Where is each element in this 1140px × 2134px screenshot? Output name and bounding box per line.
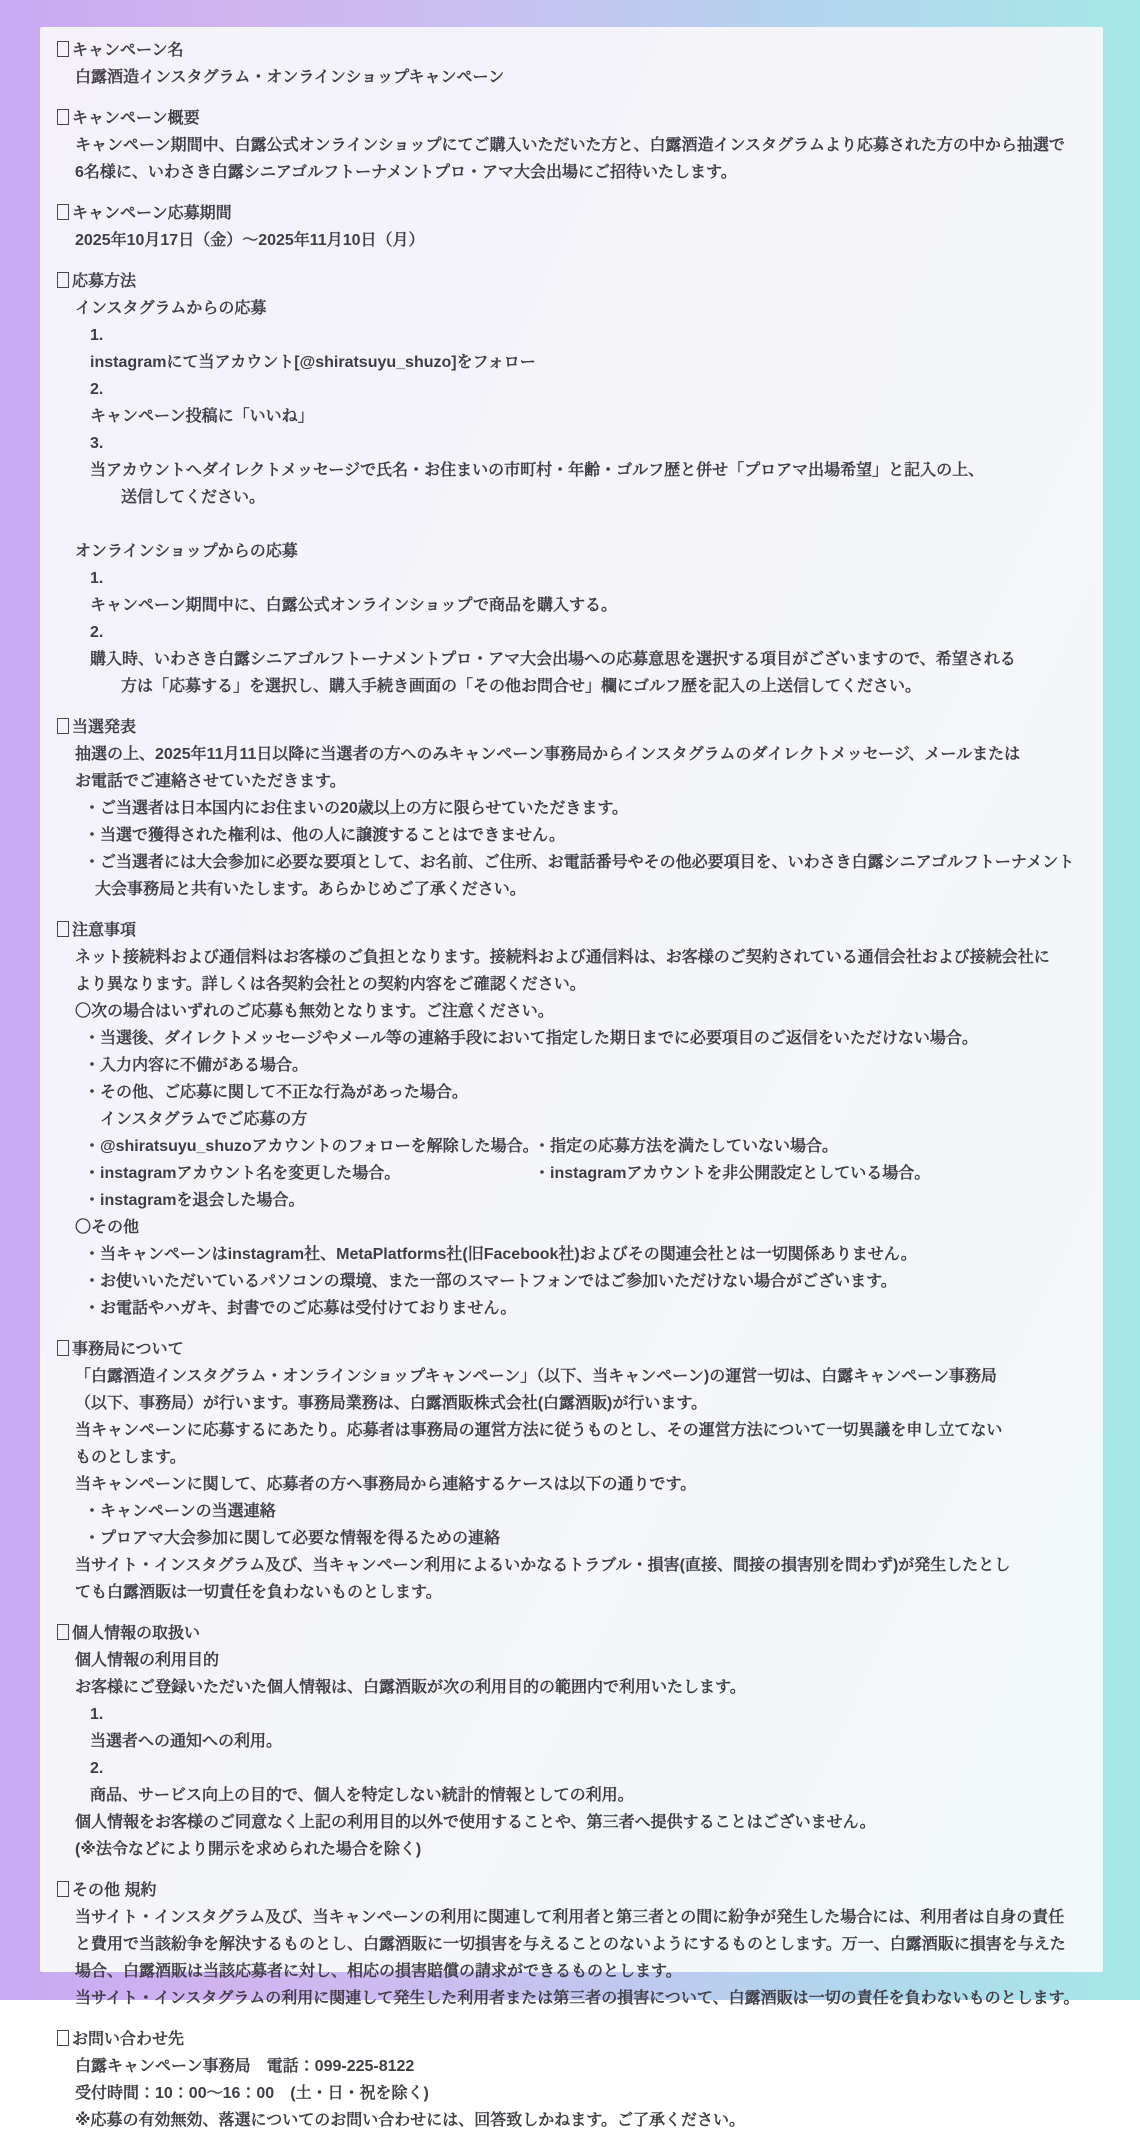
missing-glyph-box-icon: [57, 921, 69, 937]
text-line: 方は「応募する」を選択し、購入手続き画面の「その他お問合せ」欄にゴルフ歴を記入の上送信してください。: [121, 678, 922, 695]
section-heading-label: 注意事項: [72, 922, 137, 939]
text-line: ものとします。: [75, 1449, 186, 1466]
text-line: 6名様に、いわさき白露シニアゴルフトーナメントプロ・アマ大会出場にご招待いたします。: [75, 164, 737, 181]
text-line: キャンペーン期間中、白露公式オンラインショップにてご購入いただいた方と、白露酒造インスタグラムより応募された方の中から抽選で: [75, 137, 1065, 154]
text-line: 当キャンペーンに関して、応募者の方へ事務局から連絡するケースは以下の通りです。: [75, 1476, 697, 1493]
list-number: 2.: [90, 624, 104, 641]
terms-panel: [40, 27, 1103, 2129]
list-number: 1.: [90, 327, 104, 344]
text-line: ・プロアマ大会参加に関して必要な情報を得るための連絡: [84, 1530, 501, 1547]
list-item-text: 購入時、いわさき白露シニアゴルフトーナメントプロ・アマ大会出場への応募意思を選択する項目がございますので、希望される: [90, 651, 1016, 668]
col-right-text: ・指定の応募方法を満たしていない場合。: [534, 1138, 839, 1155]
text-line: 当サイト・インスタグラム及び、当キャンペーンの利用に関連して利用者と第三者との間に紛争が発生した場合には、利用者は自身の責任: [75, 1909, 1065, 1926]
col-left-text: ・instagramアカウント名を変更した場合。: [84, 1165, 401, 1182]
list-item-text: 当アカウントへダイレクトメッセージで氏名・お住まいの市町村・年齢・ゴルフ歴と併せ「プロアマ出場希望」と記入の上、: [90, 462, 985, 479]
section: [57, 37, 1086, 91]
text-line: [57, 430, 1086, 484]
list-number: 1.: [90, 570, 104, 587]
list-number: 3.: [90, 435, 104, 452]
section: [57, 714, 1086, 903]
text-line: ・ご当選者は日本国内にお住まいの20歳以上の方に限らせていただきます。: [84, 800, 629, 817]
text-line: （以下、事務局）が行います。事務局業務は、白露酒販株式会社(白露酒販)が行います。: [75, 1395, 708, 1412]
text-line: ・instagramを退会した場合。: [84, 1192, 305, 1209]
section-heading: [57, 714, 1086, 741]
text-line: ・当選で獲得された権利は、他の人に譲渡することはできません。: [84, 827, 565, 844]
list-item-text: 商品、サービス向上の目的で、個人を特定しない統計的情報としての利用。: [90, 1787, 634, 1804]
section-heading-label: 個人情報の取扱い: [72, 1625, 201, 1642]
text-line: [57, 1755, 1086, 1809]
text-line: インスタグラムからの応募: [75, 300, 267, 317]
section: [57, 105, 1086, 186]
text-line: [57, 322, 1086, 376]
text-line: 受付時間：10：00～16：00 (土・日・祝を除く): [75, 2085, 429, 2102]
col-left-text: ・@shiratsuyu_shuzoアカウントのフォローを解除した場合。: [84, 1138, 539, 1155]
text-line: ・ご当選者には大会参加に必要な要項として、お名前、ご住所、お電話番号やその他必要項目を、いわさき白露シニアゴルフトーナメント: [84, 854, 1075, 871]
text-line: 当キャンペーンに応募するにあたり。応募者は事務局の運営方法に従うものとし、その運営方法について一切異議を申し立てない: [75, 1422, 1003, 1439]
text-line: 個人情報をお客様のご同意なく上記の利用目的以外で使用することや、第三者へ提供することはございません。: [75, 1814, 876, 1831]
text-line: インスタグラムでご応募の方: [100, 1111, 308, 1128]
section-heading-label: キャンペーン概要: [72, 110, 200, 127]
list-item-text: キャンペーン投稿に「いいね」: [90, 408, 314, 425]
text-line: [57, 1133, 1086, 1160]
text-line: 個人情報の利用目的: [75, 1652, 220, 1669]
text-line: 当サイト・インスタグラム及び、当キャンペーン利用によるいかなるトラブル・損害(直接、間接の損害別を問わず)が発生したとし: [75, 1557, 1011, 1574]
list-number: 2.: [90, 1760, 104, 1777]
section-heading-label: キャンペーン名: [72, 42, 184, 59]
section-heading: [57, 2026, 1086, 2053]
missing-glyph-box-icon: [57, 1340, 69, 1356]
blank-line: [57, 511, 1086, 538]
text-line: 抽選の上、2025年11月11日以降に当選者の方へのみキャンペーン事務局からインスタグラムのダイレクトメッセージ、メールまたは: [75, 746, 1021, 763]
section-heading: [57, 1336, 1086, 1363]
text-line: ・お電話やハガキ、封書でのご応募は受付けておりません。: [84, 1300, 517, 1317]
list-item-text: instagramにて当アカウント[@shiratsuyu_shuzo]をフォロー: [90, 354, 536, 371]
section-heading-label: その他 規約: [72, 1882, 157, 1899]
text-line: 白露キャンペーン事務局 電話：099-225-8122: [75, 2058, 415, 2075]
section-heading: [57, 917, 1086, 944]
text-line: オンラインショップからの応募: [75, 543, 298, 560]
section-heading: [57, 268, 1086, 295]
text-line: 〇次の場合はいずれのご応募も無効となります。ご注意ください。: [75, 1003, 554, 1020]
text-line: ・入力内容に不備がある場合。: [84, 1057, 309, 1074]
section-heading: [57, 1620, 1086, 1647]
section-heading-label: 応募方法: [72, 273, 137, 290]
text-line: 〇その他: [75, 1219, 140, 1236]
list-number: 1.: [90, 1706, 104, 1723]
text-line: [57, 1701, 1086, 1755]
text-line: より異なります。詳しくは各契約会社との契約内容をご確認ください。: [75, 976, 586, 993]
list-number: 2.: [90, 381, 104, 398]
section: [57, 1620, 1086, 1863]
text-line: ネット接続料および通信料はお客様のご負担となります。接続料および通信料は、お客様のご契約されている通信会社および接続会社に: [75, 949, 1050, 966]
text-line: 2025年10月17日（金）～2025年11月10日（月）: [75, 232, 425, 249]
section: [57, 1336, 1086, 1606]
missing-glyph-box-icon: [57, 109, 69, 125]
text-line: ても白露酒販は一切責任を負わないものとします。: [75, 1584, 442, 1601]
text-line: と費用で当該紛争を解決するものとし、白露酒販に一切損害を与えることのないようにするものとします。万一、白露酒販に損害を与えた: [75, 1936, 1066, 1953]
text-line: [57, 1160, 1086, 1187]
missing-glyph-box-icon: [57, 2030, 69, 2046]
list-item-text: キャンペーン期間中に、白露公式オンラインショップで商品を購入する。: [90, 597, 617, 614]
section-heading-label: 当選発表: [72, 719, 137, 736]
text-line: ※応募の有効無効、落選についてのお問い合わせには、回答致しかねます。ご了承ください。: [75, 2112, 745, 2129]
text-line: [57, 565, 1086, 619]
text-line: お電話でご連絡させていただきます。: [75, 773, 346, 790]
text-line: [57, 619, 1086, 673]
text-line: 当サイト・インスタグラムの利用に関連して発生した利用者または第三者の損害について、白露酒販は一切の責任を負わないものとします。: [75, 1990, 1080, 2007]
section: [57, 1877, 1086, 2012]
text-line: ・お使いいただいているパソコンの環境、また一部のスマートフォンではご参加いただけない場合がございます。: [84, 1273, 897, 1290]
section-heading-label: キャンペーン応募期間: [72, 205, 232, 222]
section: [57, 917, 1086, 1322]
missing-glyph-box-icon: [57, 1624, 69, 1640]
section-heading: [57, 105, 1086, 132]
text-line: [57, 376, 1086, 430]
list-item-text: 当選者への通知への利用。: [90, 1733, 283, 1750]
section-heading: [57, 1877, 1086, 1904]
text-line: 白露酒造インスタグラム・オンラインショップキャンペーン: [75, 69, 505, 86]
section-heading-label: 事務局について: [72, 1341, 184, 1358]
text-line: 場合、白露酒販は当該応募者に対し、相応の損害賠償の請求ができるものとします。: [75, 1963, 682, 1980]
section-heading-label: お問い合わせ先: [72, 2031, 185, 2048]
text-line: ・キャンペーンの当選連絡: [84, 1503, 276, 1520]
text-line: 「白露酒造インスタグラム・オンラインショップキャンペーン」（以下、当キャンペーン)の運営一切は、白露キャンペーン事務局: [75, 1368, 997, 1385]
missing-glyph-box-icon: [57, 272, 69, 288]
section-heading: [57, 200, 1086, 227]
section: [57, 200, 1086, 254]
text-line: 大会事務局と共有いたします。あらかじめご了承ください。: [95, 881, 526, 898]
text-line: ・当選後、ダイレクトメッセージやメール等の連絡手段において指定した期日までに必要項目のご返信をいただけない場合。: [84, 1030, 978, 1047]
missing-glyph-box-icon: [57, 41, 69, 57]
text-line: (※法令などにより開示を求められた場合を除く): [75, 1841, 422, 1858]
text-line: お客様にご登録いただいた個人情報は、白露酒販が次の利用目的の範囲内で利用いたします。: [75, 1679, 746, 1696]
section: [57, 2026, 1086, 2134]
section: [57, 268, 1086, 700]
text-line: ・当キャンペーンはinstagram社、MetaPlatforms社(旧Facebook社)およびその関連会社とは一切関係ありません。: [84, 1246, 917, 1263]
col-right-text: ・instagramアカウントを非公開設定としている場合。: [534, 1165, 931, 1182]
section-heading: [57, 37, 1086, 64]
missing-glyph-box-icon: [57, 1881, 69, 1897]
missing-glyph-box-icon: [57, 718, 69, 734]
text-line: 送信してください。: [121, 489, 266, 506]
missing-glyph-box-icon: [57, 204, 69, 220]
text-line: ・その他、ご応募に関して不正な行為があった場合。: [84, 1084, 468, 1101]
